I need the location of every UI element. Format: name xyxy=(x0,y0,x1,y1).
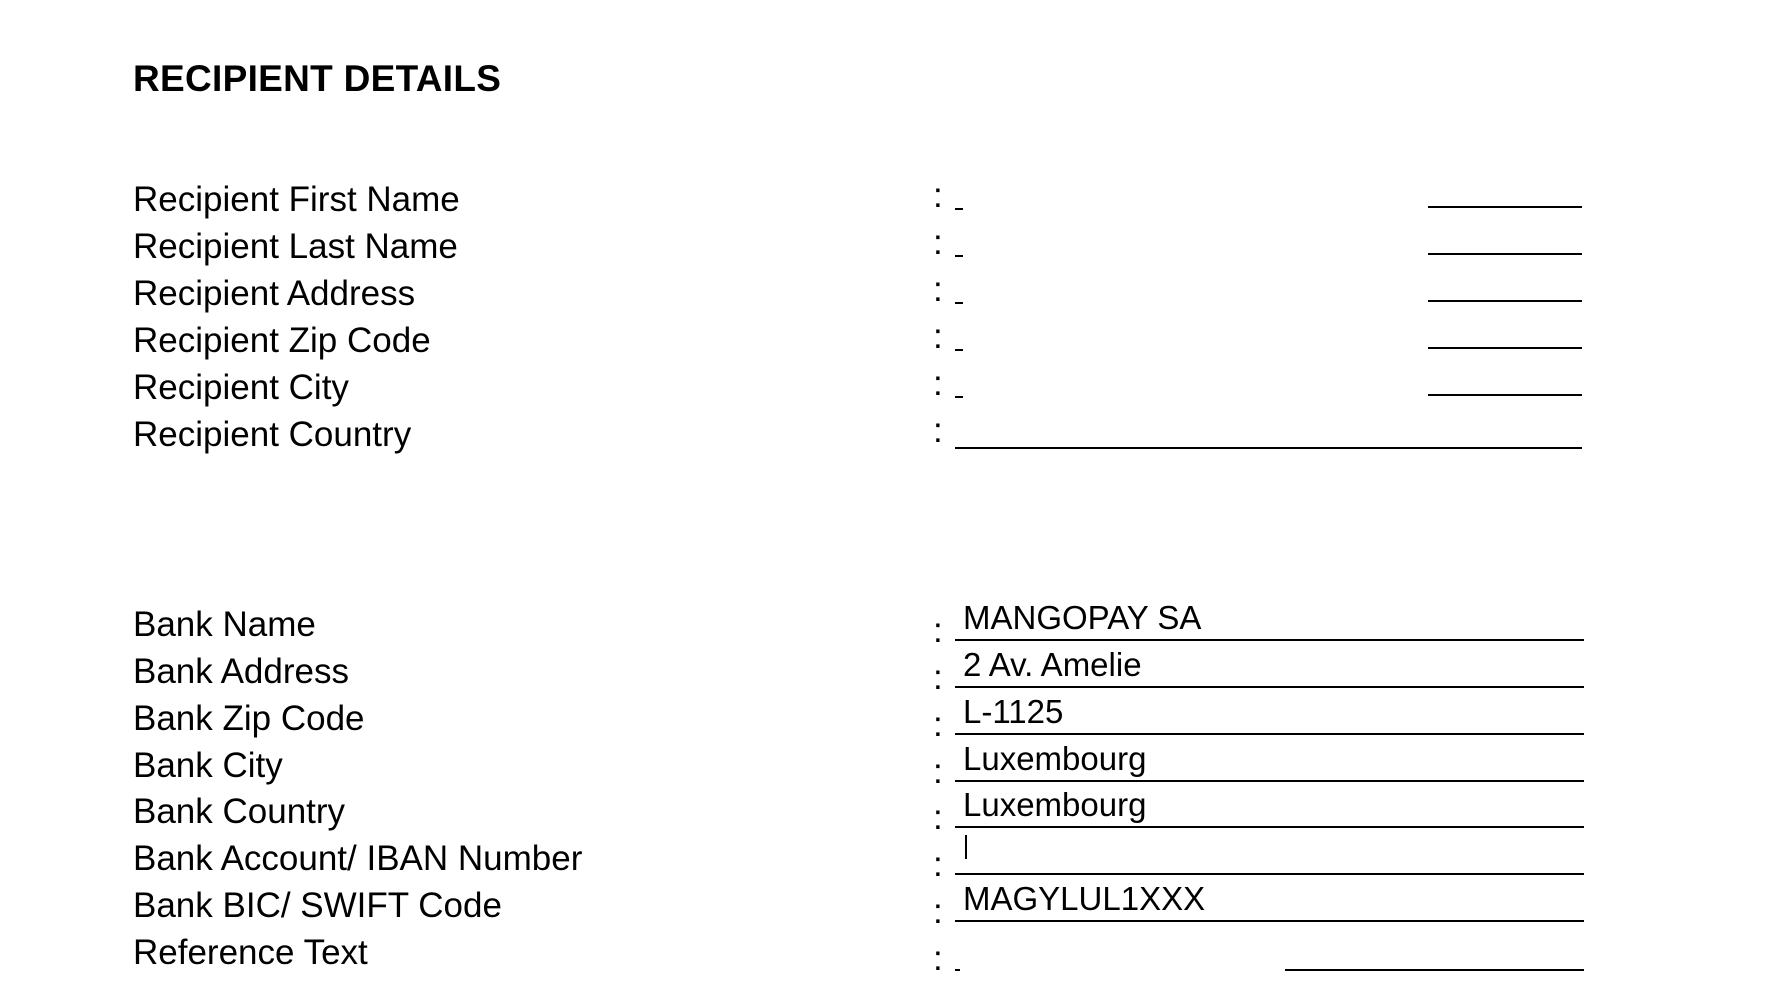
reference-text-field[interactable] xyxy=(955,969,960,971)
recipient-first-name-underline[interactable] xyxy=(1428,206,1582,208)
field-colon: : xyxy=(933,892,943,931)
field-colon: : xyxy=(933,939,943,978)
field-label: Reference Text xyxy=(133,933,368,972)
field-colon: : xyxy=(933,752,943,791)
recipient-zip-code-field[interactable] xyxy=(955,349,963,351)
recipient-address-underline[interactable] xyxy=(1428,300,1582,302)
bank-country-row xyxy=(0,788,1784,835)
bank-city-row xyxy=(0,742,1784,789)
reference-text-underline[interactable] xyxy=(1285,969,1584,971)
section-title: RECIPIENT DETAILS xyxy=(133,58,502,99)
recipient-zip-code-row xyxy=(0,317,1784,364)
field-colon: : xyxy=(933,223,943,262)
recipient-first-name-row xyxy=(0,176,1784,223)
field-colon: : xyxy=(933,317,943,356)
field-colon: : xyxy=(933,411,943,450)
recipient-zip-code-underline[interactable] xyxy=(1428,347,1582,349)
field-label: Bank Address xyxy=(133,652,349,691)
recipient-first-name-field[interactable] xyxy=(955,208,963,210)
bank-iban-row xyxy=(0,835,1784,882)
field-colon: : xyxy=(933,845,943,884)
field-label: Bank BIC/ SWIFT Code xyxy=(133,886,502,925)
recipient-address-row xyxy=(0,270,1784,317)
recipient-last-name-underline[interactable] xyxy=(1428,253,1582,255)
bank-iban-underline xyxy=(955,873,1584,875)
field-label: Recipient First Name xyxy=(133,180,460,219)
bank-address-value[interactable]: 2 Av. Amelie xyxy=(963,646,1142,683)
bank-city-underline xyxy=(955,780,1584,782)
field-label: Bank City xyxy=(133,746,283,785)
recipient-country-row xyxy=(0,411,1784,458)
bank-zip-code-row xyxy=(0,695,1784,742)
bank-bic-underline xyxy=(955,920,1584,922)
field-label: Bank Country xyxy=(133,792,346,831)
recipient-last-name-row xyxy=(0,223,1784,270)
recipient-city-underline[interactable] xyxy=(1428,394,1582,396)
bank-bic-value[interactable]: MAGYLUL1XXX xyxy=(963,880,1206,917)
field-label: Bank Name xyxy=(133,605,316,644)
bank-country-value[interactable]: Luxembourg xyxy=(963,786,1147,823)
bank-zip-code-underline xyxy=(955,733,1584,735)
reference-text-row xyxy=(0,929,1784,976)
bank-country-underline xyxy=(955,826,1584,828)
bank-name-value[interactable]: MANGOPAY SA xyxy=(963,599,1202,636)
bank-address-underline xyxy=(955,686,1584,688)
bank-zip-code-value[interactable]: L-1125 xyxy=(963,693,1064,730)
bank-bic-row xyxy=(0,882,1784,929)
field-label: Recipient Address xyxy=(133,274,416,313)
field-colon: : xyxy=(933,176,943,215)
bank-name-row xyxy=(0,601,1784,648)
field-label: Recipient Last Name xyxy=(133,227,458,266)
field-label: Recipient City xyxy=(133,368,349,407)
field-colon: : xyxy=(933,798,943,837)
field-label: Recipient Country xyxy=(133,415,412,454)
field-label: Recipient Zip Code xyxy=(133,321,431,360)
recipient-address-field[interactable] xyxy=(955,302,963,304)
field-colon: : xyxy=(933,705,943,744)
field-colon: : xyxy=(933,611,943,650)
recipient-city-row xyxy=(0,364,1784,411)
field-colon: : xyxy=(933,364,943,403)
field-colon: : xyxy=(933,270,943,309)
recipient-country-field[interactable] xyxy=(955,447,1582,449)
bank-name-underline xyxy=(955,639,1584,641)
bank-city-value[interactable]: Luxembourg xyxy=(963,740,1147,777)
field-label: Bank Zip Code xyxy=(133,699,365,738)
text-cursor xyxy=(965,835,967,859)
field-label: Bank Account/ IBAN Number xyxy=(133,839,583,878)
recipient-city-field[interactable] xyxy=(955,396,963,398)
recipient-last-name-field[interactable] xyxy=(955,255,963,257)
bank-address-row xyxy=(0,648,1784,695)
field-colon: : xyxy=(933,658,943,697)
